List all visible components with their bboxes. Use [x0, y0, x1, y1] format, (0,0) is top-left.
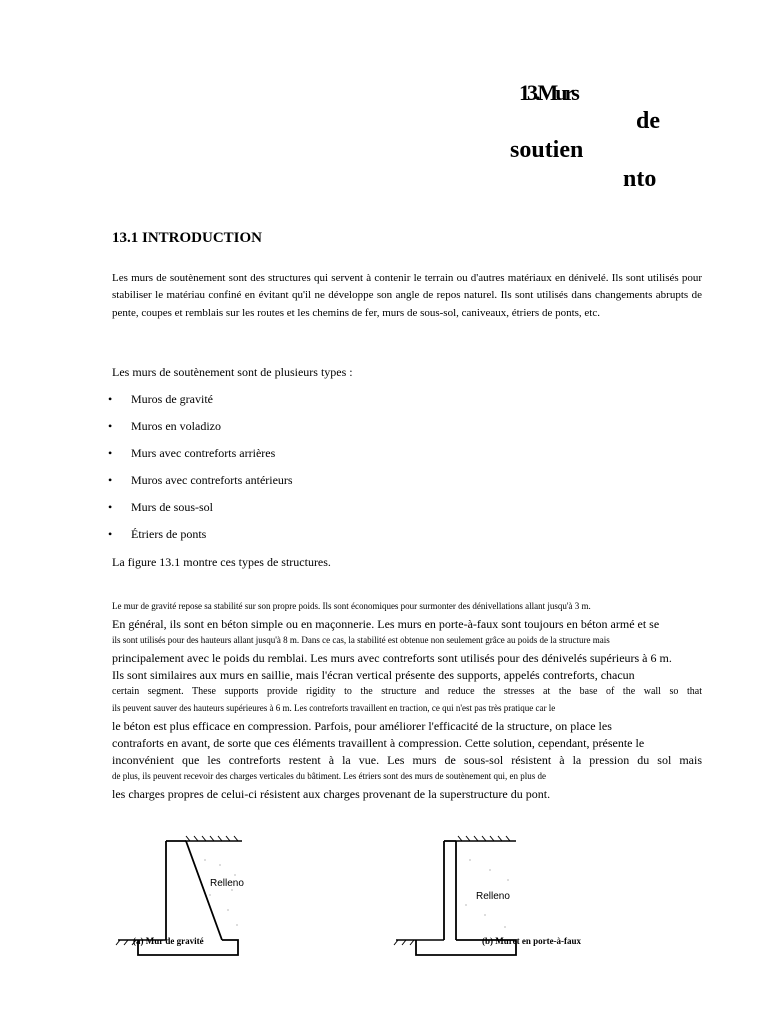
list-item-label: Murs de sous-sol — [131, 500, 214, 514]
types-list — [108, 391, 293, 553]
list-item-label: Muros en voladizo — [131, 419, 221, 433]
body-line-1: Le mur de gravité repose sa stabilité sur son propre poids. Ils sont économiques pour surmonter des dénivellations allant jusqu'à 3 m. — [112, 601, 591, 611]
intro-paragraph: Les murs de soutènement sont des structures qui servent à contenir le terrain ou d'autres matériaux en dénivelé. Ils sont utilisés pour stabiliser le matériau confiné en évitant qu'il ne développe son angle de repos naturel. Ils sont utilisés dans changements abrupts de pente, coupes et remblais sur les routes et les chemins de fer, murs de sous-sol, caniveaux, étriers de ponts, etc. — [112, 272, 702, 319]
body-line-8: le béton est plus efficace en compression. Parfois, pour améliorer l'efficacité de la structure, on place les — [112, 719, 612, 733]
bullet-icon: • — [108, 473, 113, 487]
body-line-4: principalement avec le poids du remblai. Les murs avec contreforts sont utilisés pour des dénivelés supérieurs à 6 m. — [112, 651, 672, 665]
chapter-title-line-4: nto — [623, 166, 657, 192]
list-item — [108, 445, 293, 472]
fill-label: Relleno — [210, 878, 244, 889]
body-line-2: En général, ils sont en béton simple ou en maçonnerie. Les murs en porte-à-faux sont toujours en béton armé et se — [112, 617, 660, 631]
list-item — [108, 472, 293, 499]
figure-reference: La figure 13.1 montre ces types de structures. — [112, 555, 331, 569]
types-intro: Les murs de soutènement sont de plusieurs types : — [112, 365, 353, 379]
figure-a-caption: (a) Mur de gravité — [133, 936, 204, 946]
list-item — [108, 499, 293, 526]
section-heading: 13.1 INTRODUCTION — [112, 230, 263, 246]
list-item-label: Étriers de ponts — [131, 527, 207, 541]
figure-b-caption: (b) Muret en porte-à-faux — [482, 936, 582, 946]
list-item-label: Murs avec contreforts arrières — [131, 446, 276, 460]
chapter-title-line-2: de — [636, 108, 660, 134]
body-line-6: certain segment. These supports provide rigidity to the structure and reduce the stresses at the base of the wall so that — [112, 686, 702, 697]
body-line-7: ils peuvent sauver des hauteurs supérieures à 6 m. Les contreforts travaillent en traction, ce qui n'est pas très pratique car le — [112, 703, 556, 713]
chapter-title-line-3: soutien — [510, 137, 584, 163]
list-item — [108, 526, 293, 553]
bullet-icon: • — [108, 392, 113, 406]
body-line-3: ils sont utilisés pour des hauteurs allant jusqu'à 8 m. Dans ce cas, la stabilité est obtenue non seulement grâce au poids de la structure mais — [112, 635, 610, 645]
body-line-5: Ils sont similaires aux murs en saillie, mais l'écran vertical présente des supports, appelés contreforts, chacun — [112, 668, 635, 682]
bullet-icon: • — [108, 419, 113, 433]
chapter-title-line-1: 13.Murs — [519, 80, 577, 105]
list-item-label: Muros avec contreforts antérieurs — [131, 473, 293, 487]
list-item — [108, 418, 293, 445]
bullet-icon: • — [108, 500, 113, 514]
list-item — [108, 391, 293, 418]
list-item-label: Muros de gravité — [131, 392, 213, 406]
bullet-icon: • — [108, 527, 113, 541]
body-line-12: les charges propres de celui-ci résistent aux charges provenant de la superstructure du pont. — [112, 787, 551, 801]
body-line-9: contraforts en avant, de sorte que ces éléments travaillent à compression. Cette solution, cependant, présente le — [112, 736, 645, 750]
fill-label: Relleno — [476, 891, 510, 902]
body-line-10: inconvénient que les contreforts restent à la vue. Les murs de sous-sol résistent à la pression du sol mais — [112, 753, 702, 767]
bullet-icon: • — [108, 446, 113, 460]
body-line-11: de plus, ils peuvent recevoir des charges verticales du bâtiment. Les étriers sont des murs de soutènement qui, en plus de — [112, 771, 546, 781]
